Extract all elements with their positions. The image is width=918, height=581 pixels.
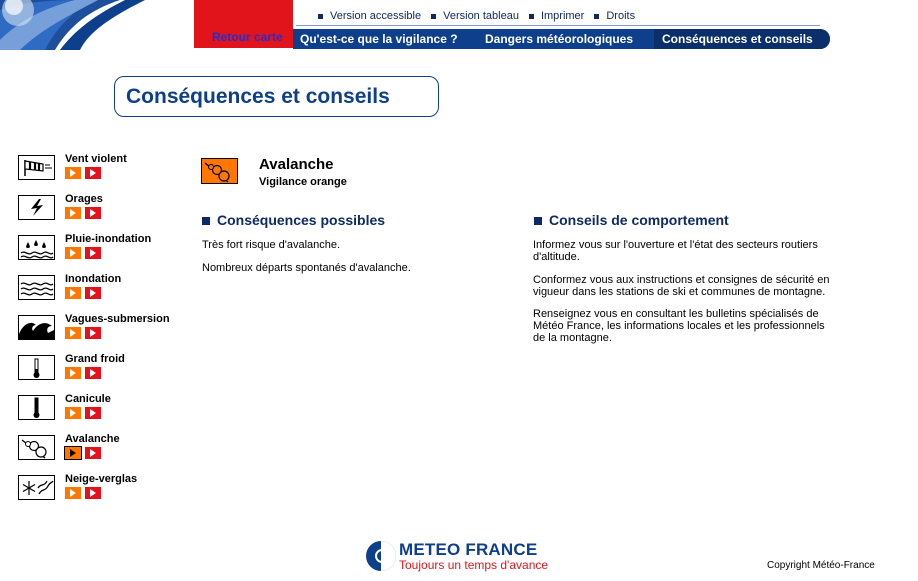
play-icon [70,369,76,377]
conseil-paragraph: Renseignez vous en consultant les bulletins spécialisés de Météo France, les informations locales et les professionnels de la montagne. [533,308,825,344]
rain-icon[interactable] [18,235,55,260]
risk-item-pluie-inondation [18,235,188,269]
risk-name[interactable]: Vent violent [65,153,127,165]
risk-level-buttons [65,327,101,339]
selected-risk-title: Avalanche [259,156,334,173]
conseil-paragraph: Conformez vous aux instructions et consignes de sécurité en vigueur dans les stations de ski et communes de montagne. [533,274,830,298]
conseils-heading [534,212,729,228]
avalanche-icon[interactable] [18,435,55,460]
consequence-paragraph: Nombreux départs spontanés d'avalanche. [202,262,411,274]
risk-item-grand-froid [18,355,188,389]
version-tableau-link[interactable]: Version tableau [431,9,519,23]
red-arrow-button[interactable] [85,327,101,339]
logo-brand: METEO FRANCE [399,540,538,559]
version-accessible-link[interactable]: Version accessible [318,9,421,23]
play-icon [70,489,76,497]
play-icon [90,489,96,497]
risk-level-buttons [65,167,101,179]
play-icon [90,369,96,377]
play-icon [70,449,76,457]
thermometer-low-icon[interactable] [18,355,55,380]
selected-risk-level: Vigilance orange [259,176,347,188]
avalanche-orange-icon [201,158,238,184]
risk-item-vent-violent [18,155,188,189]
red-arrow-button[interactable] [85,447,101,459]
thermometer-high-icon[interactable] [18,395,55,420]
orange-arrow-button[interactable] [65,207,81,219]
orange-arrow-button[interactable] [65,407,81,419]
orange-arrow-button[interactable] [65,167,81,179]
risk-name[interactable]: Pluie-inondation [65,233,152,245]
risk-level-buttons [65,247,101,259]
orange-arrow-button[interactable] [65,327,81,339]
orange-arrow-button[interactable] [65,247,81,259]
play-icon [90,169,96,177]
risk-name[interactable]: Canicule [65,393,111,405]
bullet-icon [529,14,534,19]
play-icon [70,409,76,417]
main-nav [293,29,830,49]
logo-tagline: Toujours un temps d'avance [399,558,549,572]
lightning-icon[interactable] [18,195,55,220]
play-icon [70,329,76,337]
flood-waves-icon[interactable] [18,275,55,300]
imprimer-link[interactable]: Imprimer [529,9,584,23]
retour-carte-tab[interactable] [194,0,293,48]
play-icon [90,289,96,297]
risk-level-buttons [65,287,101,299]
header-swoosh-graphic [0,0,200,50]
windsock-icon[interactable] [18,155,55,180]
risk-level-buttons [65,407,101,419]
copyright: Copyright Météo-France [767,560,875,571]
red-arrow-button[interactable] [85,487,101,499]
risk-name[interactable]: Vagues-submersion [65,313,170,325]
tab-dangers[interactable]: Dangers météorologiques [485,32,634,46]
play-icon [70,169,76,177]
utility-links [318,9,645,23]
bullet-icon [431,14,436,19]
play-icon [90,209,96,217]
page-title: Conséquences et conseils [114,76,439,117]
play-icon [70,289,76,297]
risk-item-neige-verglas [18,475,188,509]
play-icon [90,329,96,337]
play-icon [70,209,76,217]
play-icon [90,409,96,417]
orange-arrow-button-selected[interactable] [65,447,81,459]
risk-name[interactable]: Avalanche [65,433,120,445]
consequences-heading-text: Conséquences possibles [217,212,386,228]
red-arrow-button[interactable] [85,367,101,379]
red-arrow-button[interactable] [85,407,101,419]
meteo-france-emblem-icon [366,541,396,571]
risk-item-inondation [18,275,188,309]
droits-link[interactable]: Droits [594,9,635,23]
risk-item-avalanche [18,435,188,469]
square-bullet-icon [534,217,542,225]
risk-name[interactable]: Neige-verglas [65,473,138,485]
tab-consequences-active[interactable]: Conséquences et conseils [654,29,830,49]
red-arrow-button[interactable] [85,287,101,299]
snowflake-icon[interactable] [18,475,55,500]
risk-level-buttons [65,487,101,499]
risk-level-buttons [65,447,101,459]
conseil-paragraph: Informez vous sur l'ouverture et l'état des secteurs routiers d'altitude. [533,239,818,263]
orange-arrow-button[interactable] [65,287,81,299]
risk-level-buttons [65,207,101,219]
red-arrow-button[interactable] [85,207,101,219]
risk-level-buttons [65,367,101,379]
risk-name[interactable]: Inondation [65,273,122,285]
square-bullet-icon [202,217,210,225]
risk-item-vagues-submersion [18,315,188,349]
tab-vigilance[interactable]: Qu'est-ce que la vigilance ? [300,32,458,46]
bullet-icon [594,14,599,19]
risk-item-canicule [18,395,188,429]
retour-carte-label[interactable]: Retour carte [212,30,283,44]
orange-arrow-button[interactable] [65,367,81,379]
risk-name[interactable]: Orages [65,193,103,205]
play-icon [90,449,96,457]
risk-name[interactable]: Grand froid [65,353,125,365]
consequences-heading [202,212,385,228]
header-divider [296,25,820,26]
red-arrow-button[interactable] [85,247,101,259]
orange-arrow-button[interactable] [65,487,81,499]
conseils-heading-text: Conseils de comportement [549,212,729,228]
bullet-icon [318,14,323,19]
risk-item-orages [18,195,188,229]
consequence-paragraph: Très fort risque d'avalanche. [202,239,341,251]
play-icon [70,249,76,257]
red-arrow-button[interactable] [85,167,101,179]
play-icon [90,249,96,257]
meteo-france-logo[interactable] [366,540,566,572]
big-wave-icon[interactable] [18,315,55,340]
